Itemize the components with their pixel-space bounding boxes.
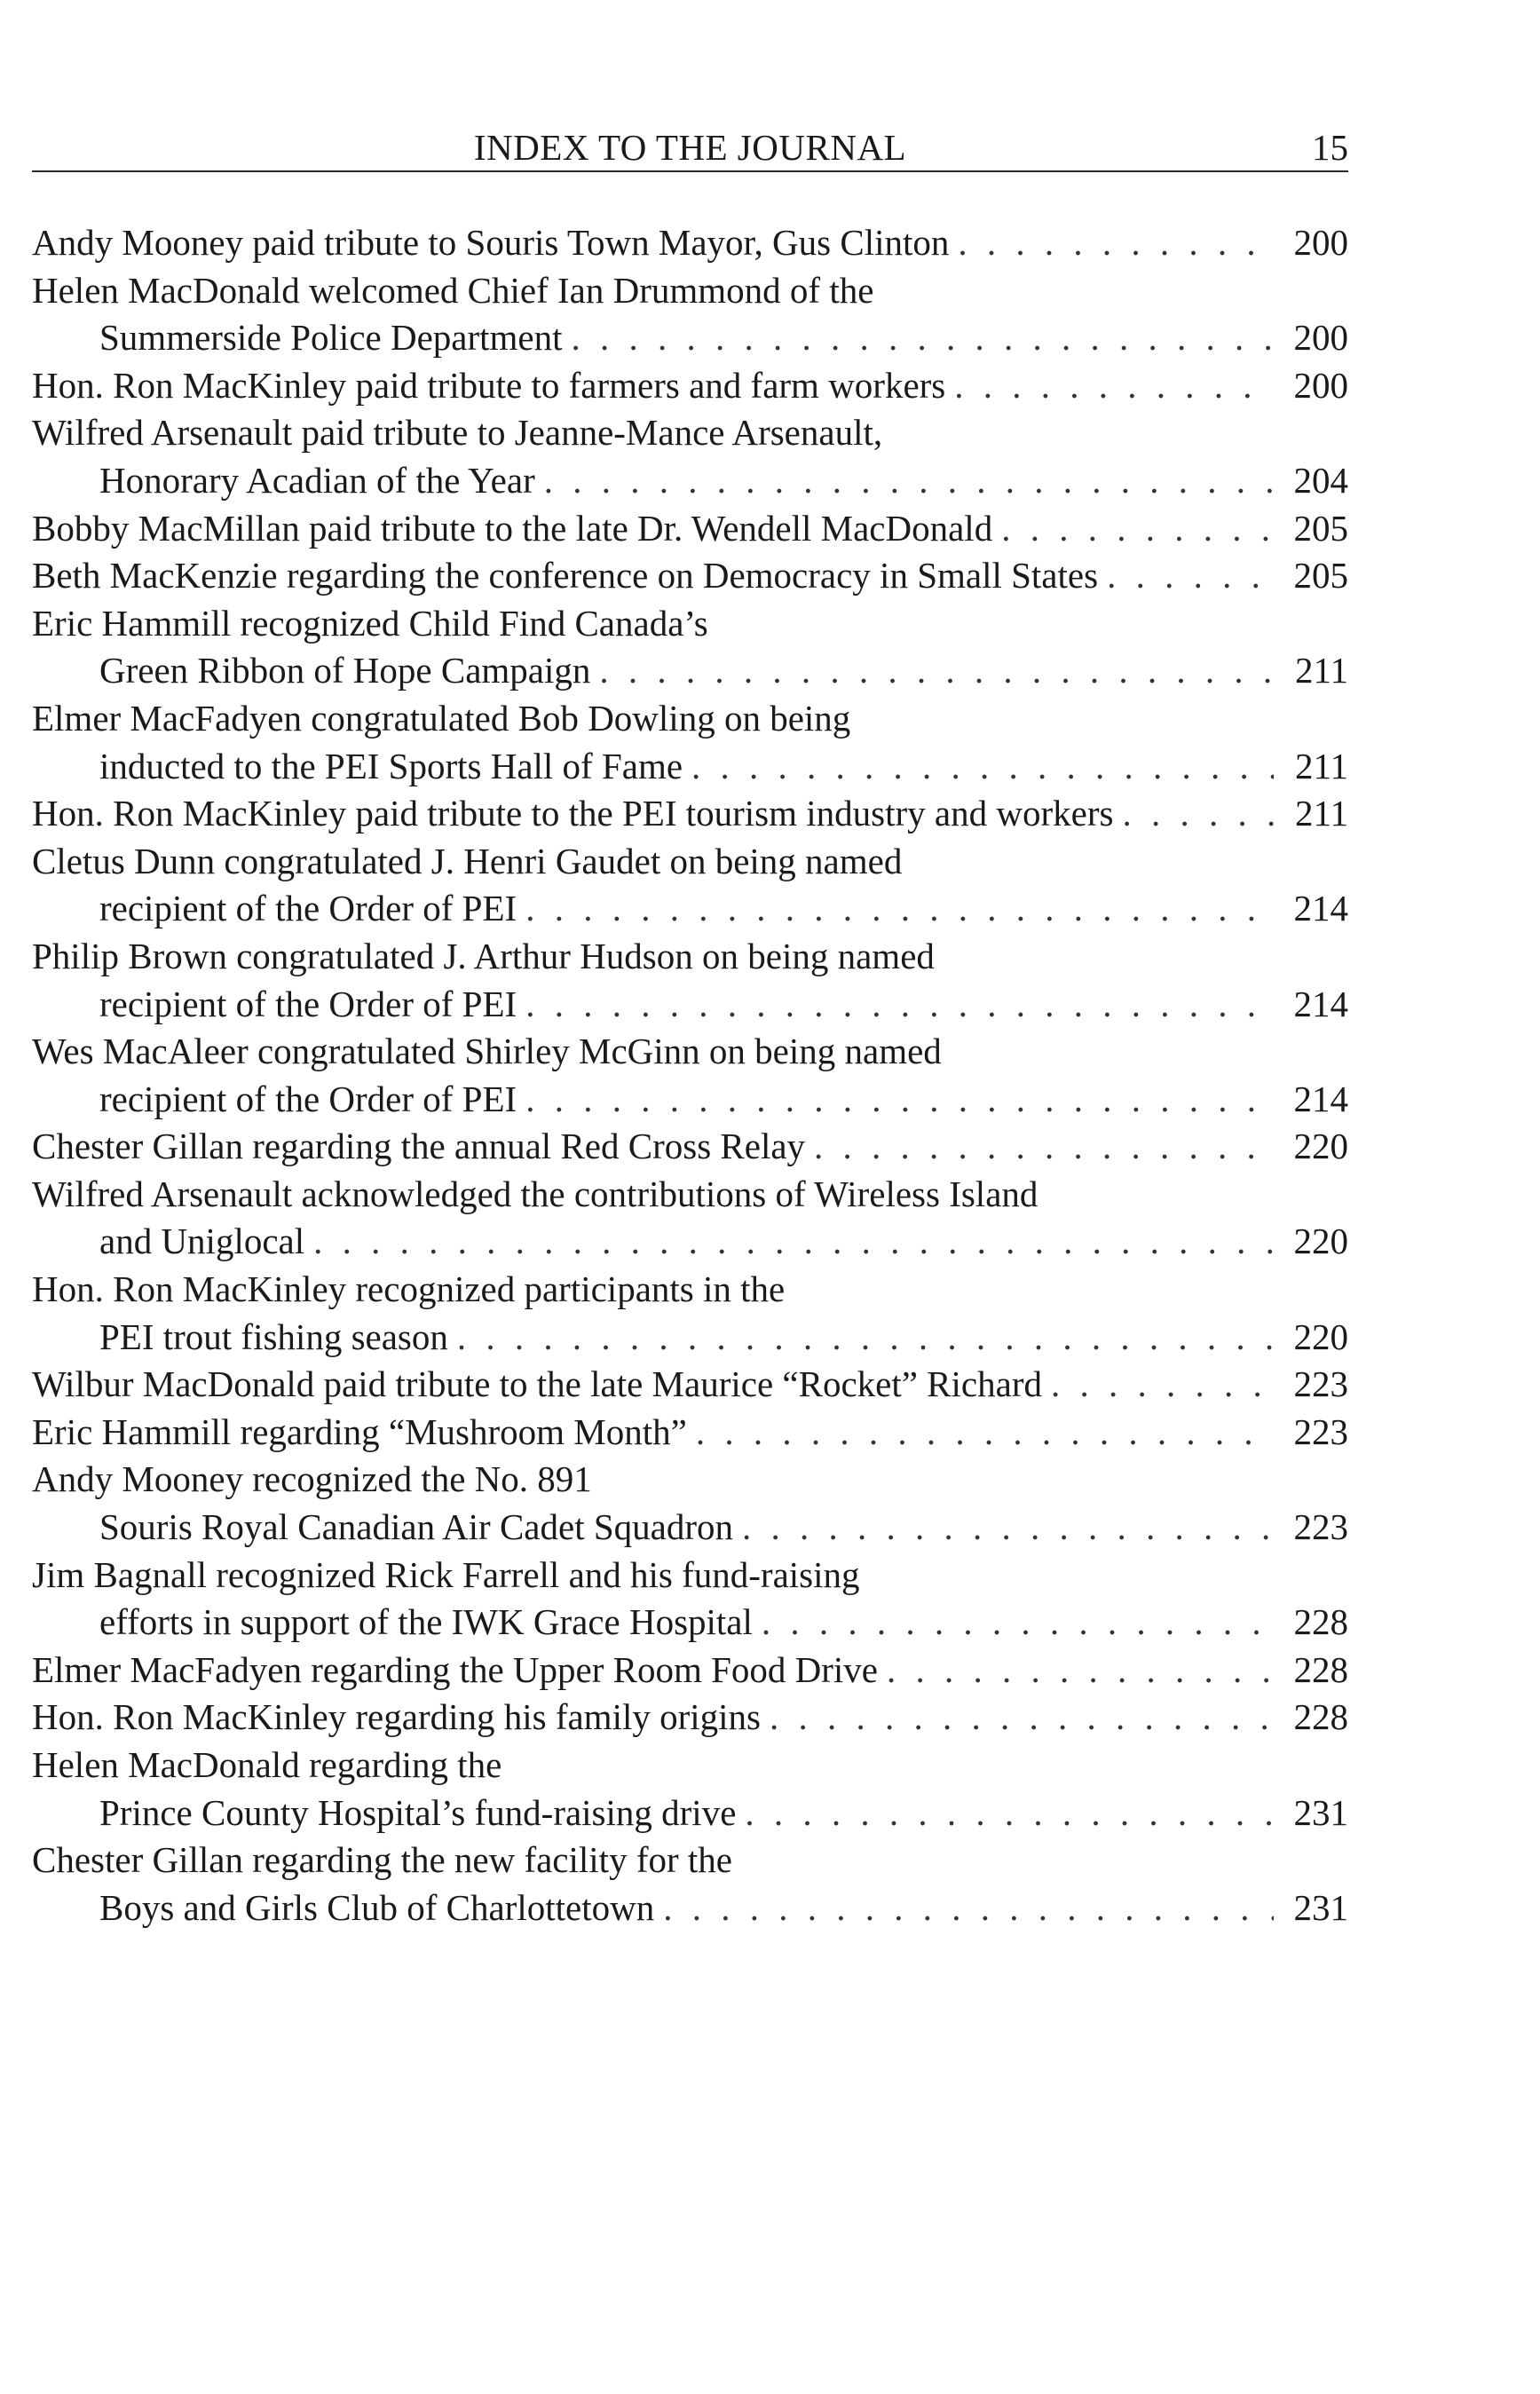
index-entry-line (32, 1694, 1348, 1742)
index-entry-text: Hon. Ron MacKinley paid tribute to farmers and farm workers (32, 364, 946, 406)
index-entry-line (32, 1837, 1348, 1884)
index-entry-page-number: 223 (1293, 1363, 1348, 1405)
index-entry-text: Cletus Dunn congratulated J. Henri Gaudet on being named (32, 840, 903, 881)
dot-leader (599, 647, 1274, 695)
index-entry-text: Wilbur MacDonald paid tribute to the late Maurice “Rocket” Richard (32, 1363, 1042, 1405)
index-entry (32, 933, 1348, 1028)
index-entry-text: Wilfred Arsenault acknowledged the contributions of Wireless Island (32, 1173, 1039, 1214)
index-entry-text: Wes MacAleer congratulated Shirley McGinn on being named (32, 1031, 942, 1072)
dot-leader (525, 885, 1274, 933)
index-entry (32, 1028, 1348, 1123)
index-entry-page-number: 223 (1293, 1410, 1348, 1452)
dot-leader (663, 1884, 1274, 1932)
index-entry (32, 1266, 1348, 1361)
index-entry-page-number: 231 (1293, 1791, 1348, 1833)
index-entry (32, 1552, 1348, 1647)
index-entry-text: Elmer MacFadyen regarding the Upper Room Food Drive (32, 1648, 879, 1690)
index-entry-continuation-line (32, 743, 1348, 791)
index-entry (32, 1171, 1348, 1266)
index-entry-line (32, 505, 1348, 553)
dot-leader (762, 1599, 1274, 1647)
index-entry-continuation-line (32, 1218, 1348, 1266)
index-entry-page-number: 204 (1293, 459, 1348, 501)
page-number: 15 (1312, 127, 1348, 168)
index-entry-text: Prince County Hospital’s fund-raising drive (99, 1791, 737, 1833)
index-entry (32, 267, 1348, 362)
index-entry-text: Helen MacDonald regarding the (32, 1744, 502, 1785)
index-entry-page-number: 228 (1293, 1696, 1348, 1738)
index-entry-text: inducted to the PEI Sports Hall of Fame (99, 745, 683, 786)
index-entry-text: Boys and Girls Club of Charlottetown (99, 1886, 655, 1928)
index-entry-page-number: 205 (1293, 555, 1348, 597)
index-entry-text: PEI trout fishing season (99, 1316, 448, 1357)
index-entry-page-number: 200 (1293, 317, 1348, 359)
index-entry-page-number: 214 (1293, 888, 1348, 929)
index-entry-continuation-line (32, 1314, 1348, 1362)
index-entry (32, 362, 1348, 410)
index-entry-line (32, 933, 1348, 981)
index-entry-line (32, 600, 1348, 648)
index-entry-text: Beth MacKenzie regarding the conference on Democracy in Small States (32, 555, 1099, 597)
index-entry-continuation-line (32, 1504, 1348, 1552)
index-entry (32, 1361, 1348, 1409)
dot-leader (958, 219, 1274, 267)
index-page (32, 124, 1348, 1928)
index-entry-text: Bobby MacMillan paid tribute to the late Dr. Wendell MacDonald (32, 507, 993, 549)
index-entry-text: recipient of the Order of PEI (99, 888, 517, 929)
dot-leader (525, 981, 1274, 1029)
index-entry-continuation-line (32, 1884, 1348, 1932)
index-entry-page-number: 200 (1293, 222, 1348, 263)
index-entry (32, 409, 1348, 504)
index-entry-text: Wilfred Arsenault paid tribute to Jeanne-Mance Arsenault, (32, 412, 883, 454)
index-entry (32, 838, 1348, 933)
index-entry-page-number: 220 (1293, 1316, 1348, 1357)
index-entry-line (32, 267, 1348, 315)
index-entry-line (32, 1123, 1348, 1171)
index-entry-line (32, 1028, 1348, 1076)
index-entry-line (32, 1409, 1348, 1457)
index-entry-continuation-line (32, 314, 1348, 362)
index-entry (32, 1456, 1348, 1551)
index-entry-page-number: 228 (1293, 1648, 1348, 1690)
index-entry-text: Andy Mooney paid tribute to Souris Town Mayor, Gus Clinton (32, 222, 950, 263)
dot-leader (814, 1123, 1274, 1171)
index-entry-page-number: 223 (1293, 1506, 1348, 1548)
index-entry-page-number: 200 (1293, 364, 1348, 406)
index-entry-text: Hon. Ron MacKinley paid tribute to the PEI tourism industry and workers (32, 793, 1114, 834)
index-entry-text: Chester Gillan regarding the new facility for the (32, 1839, 732, 1881)
index-entry-page-number: 211 (1295, 793, 1348, 834)
index-entry (32, 1647, 1348, 1695)
index-entry (32, 552, 1348, 600)
index-entry-continuation-line (32, 981, 1348, 1029)
index-entry-text: Souris Royal Canadian Air Cadet Squadron (99, 1506, 733, 1548)
dot-leader (691, 743, 1274, 791)
index-entry-text: Hon. Ron MacKinley recognized participants in the (32, 1268, 786, 1310)
index-entry-page-number: 220 (1293, 1126, 1348, 1167)
index-entry-continuation-line (32, 1790, 1348, 1837)
index-entry-line (32, 1266, 1348, 1314)
index-entry-text: Elmer MacFadyen congratulated Bob Dowling on being (32, 697, 851, 739)
index-entry-text: Eric Hammill recognized Child Find Canada’s (32, 602, 708, 644)
index-entry-line (32, 219, 1348, 267)
dot-leader (1001, 505, 1274, 553)
index-entry (32, 790, 1348, 838)
index-entry-text: Andy Mooney recognized the No. 891 (32, 1458, 592, 1500)
dot-leader (1051, 1361, 1274, 1409)
running-head (32, 124, 1348, 172)
dot-leader (313, 1218, 1274, 1266)
dot-leader (544, 457, 1274, 505)
index-entry (32, 1742, 1348, 1837)
index-entry-line (32, 695, 1348, 743)
dot-leader (887, 1647, 1274, 1695)
index-entry-text: Helen MacDonald welcomed Chief Ian Drummond of the (32, 269, 874, 311)
index-entry-text: Eric Hammill regarding “Mushroom Month” (32, 1410, 687, 1452)
index-entry (32, 1409, 1348, 1457)
dot-leader (954, 362, 1274, 410)
index-entry (32, 219, 1348, 267)
index-entry-text: recipient of the Order of PEI (99, 1078, 517, 1119)
dot-leader (745, 1790, 1274, 1837)
index-entry-text: recipient of the Order of PEI (99, 983, 517, 1024)
index-entry-line (32, 1361, 1348, 1409)
index-entry-text: Green Ribbon of Hope Campaign (99, 650, 591, 691)
index-entry-page-number: 214 (1293, 1078, 1348, 1119)
index-entry (32, 1837, 1348, 1932)
index-entry (32, 600, 1348, 695)
dot-leader (525, 1076, 1274, 1124)
dot-leader (1107, 552, 1274, 600)
index-entry (32, 1694, 1348, 1742)
index-entry-text: Summerside Police Department (99, 317, 563, 359)
index-entry-page-number: 205 (1293, 507, 1348, 549)
dot-leader (742, 1504, 1274, 1552)
index-entry-continuation-line (32, 457, 1348, 505)
index-entry-continuation-line (32, 1076, 1348, 1124)
index-entry-line (32, 552, 1348, 600)
index-entry-line (32, 838, 1348, 886)
dot-leader (457, 1314, 1274, 1362)
index-entry-line (32, 1171, 1348, 1219)
dot-leader (770, 1694, 1274, 1742)
index-entry-text: Jim Bagnall recognized Rick Farrell and his fund-raising (32, 1553, 860, 1595)
index-entry (32, 695, 1348, 790)
index-entry-text: and Uniglocal (99, 1221, 305, 1262)
index-entry (32, 1123, 1348, 1171)
dot-leader (696, 1409, 1274, 1457)
index-entry-text: Hon. Ron MacKinley regarding his family origins (32, 1696, 762, 1738)
index-entry-continuation-line (32, 647, 1348, 695)
index-entry-line (32, 790, 1348, 838)
index-entry-page-number: 214 (1293, 983, 1348, 1024)
dot-leader (1122, 790, 1274, 838)
index-entry-continuation-line (32, 885, 1348, 933)
index-entry-text: efforts in support of the IWK Grace Hospital (99, 1601, 753, 1643)
index-entry-text: Honorary Acadian of the Year (99, 459, 535, 501)
index-entry-list (32, 219, 1348, 1932)
index-entry-line (32, 1742, 1348, 1790)
index-entry-line (32, 409, 1348, 457)
dot-leader (572, 314, 1275, 362)
index-entry-page-number: 228 (1293, 1601, 1348, 1643)
index-entry-page-number: 231 (1293, 1886, 1348, 1928)
index-entry-line (32, 1552, 1348, 1600)
index-entry-text: Chester Gillan regarding the annual Red Cross Relay (32, 1126, 806, 1167)
index-entry-continuation-line (32, 1599, 1348, 1647)
index-entry-line (32, 1647, 1348, 1695)
index-entry-page-number: 211 (1295, 650, 1348, 691)
index-entry-line (32, 1456, 1348, 1504)
index-entry (32, 505, 1348, 553)
index-entry-page-number: 211 (1295, 745, 1348, 786)
index-entry-page-number: 220 (1293, 1221, 1348, 1262)
page-title: INDEX TO THE JOURNAL (473, 127, 907, 168)
index-entry-line (32, 362, 1348, 410)
index-entry-text: Philip Brown congratulated J. Arthur Hudson on being named (32, 935, 935, 976)
